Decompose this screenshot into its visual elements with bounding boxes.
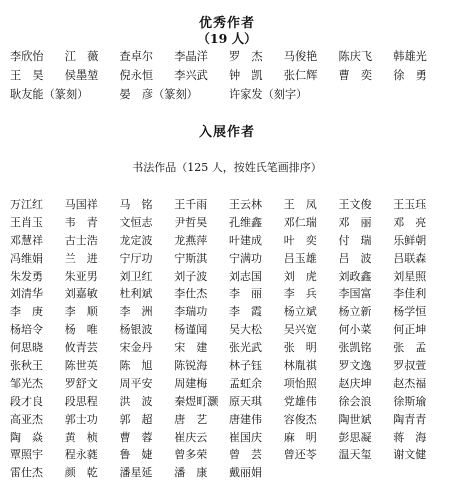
author-name: 张 明 bbox=[283, 341, 317, 355]
author-name: 邓慧祥 bbox=[10, 233, 43, 247]
author-name: 曾 芸 bbox=[229, 448, 262, 462]
author-name: 党雄伟 bbox=[283, 394, 317, 408]
author-name: 查卓尔 bbox=[119, 50, 154, 63]
author-name: 王 昊 bbox=[10, 69, 44, 83]
author-name: 何小菜 bbox=[338, 323, 372, 337]
author-name: 刘子波 bbox=[174, 269, 208, 283]
exhibition-name-grid bbox=[10, 196, 448, 482]
exhibition-row bbox=[10, 375, 448, 393]
author-name: 陈庆飞 bbox=[338, 50, 373, 63]
author-name: 何正坤 bbox=[393, 323, 427, 337]
author-name: 李欣怡 bbox=[10, 50, 44, 63]
author-name: 文恒志 bbox=[119, 215, 153, 229]
author-name: 吴兴宽 bbox=[283, 323, 317, 337]
author-name bbox=[393, 464, 448, 482]
author-name: 崔庆云 bbox=[174, 430, 208, 444]
author-name: 曾还苓 bbox=[283, 448, 317, 462]
outstanding-row bbox=[10, 66, 448, 85]
author-name: 邓 丽 bbox=[338, 215, 372, 229]
author-name: 李 兵 bbox=[283, 287, 317, 301]
author-name: 徐会浪 bbox=[338, 394, 372, 408]
author-name bbox=[65, 85, 120, 104]
exhibition-row bbox=[10, 303, 448, 321]
author-name: 乐鲜朝 bbox=[393, 233, 427, 247]
author-name: 赵杰福 bbox=[393, 376, 427, 390]
author-name: 徐斯瑜 bbox=[393, 394, 427, 408]
author-name: 徐 勇 bbox=[393, 69, 427, 83]
author-name: 唐建伟 bbox=[229, 412, 262, 426]
author-name: 吴大松 bbox=[229, 323, 262, 337]
author-name: 李 庚 bbox=[10, 305, 43, 319]
author-name bbox=[339, 85, 394, 104]
author-name: 陈 旭 bbox=[119, 359, 153, 373]
author-name: 周平安 bbox=[119, 376, 153, 390]
exhibition-row bbox=[10, 446, 448, 464]
author-name: 晏 彦（篆刻） bbox=[119, 88, 198, 102]
author-name: 林子钰 bbox=[229, 359, 262, 373]
author-name: 宁满功 bbox=[229, 251, 262, 265]
author-name: 韦 青 bbox=[64, 215, 98, 229]
author-name: 王 凤 bbox=[283, 198, 317, 211]
author-name: 杨谨闻 bbox=[174, 323, 208, 337]
author-name: 陶 焱 bbox=[10, 430, 43, 444]
author-name: 洪 波 bbox=[119, 394, 153, 408]
exhibition-row bbox=[10, 339, 448, 357]
author-name: 李瑞功 bbox=[174, 305, 208, 319]
author-name: 吕联森 bbox=[393, 251, 427, 265]
author-name: 李 洲 bbox=[119, 305, 153, 319]
author-name: 谢文健 bbox=[393, 448, 427, 462]
author-name: 吕 波 bbox=[338, 251, 372, 265]
author-name: 麻 明 bbox=[283, 430, 317, 444]
author-name: 项怡照 bbox=[283, 376, 317, 390]
author-name: 郭士功 bbox=[64, 412, 98, 426]
exhibition-row bbox=[10, 411, 448, 429]
author-name: 许家发（刻字） bbox=[229, 88, 308, 102]
author-name: 彭思凝 bbox=[338, 430, 372, 444]
author-name: 朱发勇 bbox=[10, 269, 43, 283]
author-name: 陈锐海 bbox=[174, 359, 208, 373]
exhibition-row bbox=[10, 250, 448, 268]
author-name: 王千雨 bbox=[174, 198, 208, 211]
author-name: 邹光杰 bbox=[10, 376, 43, 390]
author-name: 唐 艺 bbox=[174, 412, 208, 426]
author-name: 尹哲昊 bbox=[174, 215, 208, 229]
author-name: 侯墨堃 bbox=[64, 69, 99, 83]
author-name: 何思晓 bbox=[10, 341, 43, 355]
author-name: 高亚杰 bbox=[10, 412, 43, 426]
author-name: 罗舒文 bbox=[64, 376, 98, 390]
author-name: 程永蕤 bbox=[64, 448, 98, 462]
author-name: 罗文逸 bbox=[338, 359, 372, 373]
author-name: 李晶洋 bbox=[174, 50, 208, 63]
author-name: 崔国庆 bbox=[229, 430, 262, 444]
author-name: 潘星延 bbox=[119, 466, 153, 480]
exhibition-row bbox=[10, 196, 448, 214]
exhibition-row bbox=[10, 232, 448, 250]
author-name bbox=[284, 85, 339, 104]
author-name: 王文俊 bbox=[338, 198, 372, 211]
exhibition-row bbox=[10, 214, 448, 232]
author-name: 张秋王 bbox=[10, 359, 43, 373]
author-name: 杨 唯 bbox=[64, 323, 98, 337]
author-name: 龙燕萍 bbox=[174, 233, 208, 247]
author-name: 耿友能（篆刻） bbox=[10, 88, 89, 102]
author-name: 赵庆坤 bbox=[338, 376, 372, 390]
author-name: 刘嘉敏 bbox=[64, 287, 98, 301]
author-name: 郭 超 bbox=[119, 412, 153, 426]
author-name: 原天琪 bbox=[229, 394, 262, 408]
author-name: 邓仁瑞 bbox=[283, 215, 317, 229]
author-name: 刘志国 bbox=[229, 269, 262, 283]
author-name: 古士浩 bbox=[64, 233, 98, 247]
author-name: 杨培令 bbox=[10, 323, 43, 337]
exhibition-row bbox=[10, 393, 448, 411]
author-name: 容俊杰 bbox=[283, 412, 317, 426]
author-name: 宁厅功 bbox=[119, 251, 153, 265]
author-name: 杨立新 bbox=[338, 305, 372, 319]
exhibition-row bbox=[10, 429, 448, 447]
author-name: 曾多荣 bbox=[174, 448, 208, 462]
author-name: 温天玺 bbox=[338, 448, 372, 462]
author-name: 兰 进 bbox=[64, 251, 98, 265]
author-name: 韩雄光 bbox=[393, 50, 427, 63]
author-name: 雷仕杰 bbox=[10, 466, 43, 480]
author-name: 颜 乾 bbox=[64, 466, 98, 480]
author-name: 江 薇 bbox=[64, 50, 99, 63]
author-name bbox=[393, 85, 448, 104]
author-name: 鲁 婕 bbox=[119, 448, 153, 462]
author-name: 段思程 bbox=[64, 394, 98, 408]
author-name: 戴丽娟 bbox=[229, 466, 262, 480]
exhibition-row bbox=[10, 268, 448, 286]
author-name: 李佳利 bbox=[393, 287, 427, 301]
author-name: 张光武 bbox=[229, 341, 262, 355]
outstanding-name-grid bbox=[10, 47, 448, 105]
author-name: 邓 亮 bbox=[393, 215, 427, 229]
author-name: 曹 蓉 bbox=[119, 430, 153, 444]
author-name: 杨学恒 bbox=[393, 305, 427, 319]
author-name: 刘卫红 bbox=[119, 269, 153, 283]
author-name: 黄 桢 bbox=[64, 430, 98, 444]
author-name: 龙定波 bbox=[119, 233, 153, 247]
author-name: 朱亚男 bbox=[64, 269, 98, 283]
author-name: 刘 虎 bbox=[283, 269, 317, 283]
exhibition-row bbox=[10, 357, 448, 375]
outstanding-title: 优秀作者 bbox=[198, 16, 255, 31]
author-name: 冯维娟 bbox=[10, 251, 43, 265]
author-name: 吕玉雄 bbox=[283, 251, 317, 265]
author-name: 付 瑞 bbox=[338, 233, 372, 247]
author-name: 张 孟 bbox=[393, 341, 427, 355]
author-name: 宋金丹 bbox=[119, 341, 153, 355]
author-name: 王肖玉 bbox=[10, 215, 43, 229]
author-name: 杨银波 bbox=[119, 323, 153, 337]
author-name: 张仁辉 bbox=[283, 69, 318, 83]
exhibition-row bbox=[10, 464, 448, 482]
exhibition-row bbox=[10, 285, 448, 303]
author-name: 林胤祺 bbox=[283, 359, 317, 373]
author-name: 刘星照 bbox=[393, 269, 427, 283]
author-name: 马国祥 bbox=[64, 198, 98, 211]
author-name: 杨立斌 bbox=[283, 305, 317, 319]
author-name: 宋 建 bbox=[174, 341, 208, 355]
author-name: 王玉珏 bbox=[393, 198, 427, 211]
author-name bbox=[339, 464, 394, 482]
author-name: 马 铭 bbox=[119, 198, 153, 211]
author-name: 宁斯淇 bbox=[174, 251, 208, 265]
exhibition-subtitle: 书法作品（125 人，按姓氏笔画排序） bbox=[132, 161, 322, 174]
author-name: 钟 凯 bbox=[229, 69, 263, 83]
author-name: 李 丽 bbox=[229, 287, 262, 301]
author-name: 王云林 bbox=[229, 198, 262, 211]
author-name: 倪永恒 bbox=[119, 69, 154, 83]
exhibition-title: 入展作者 bbox=[198, 125, 255, 140]
author-name: 陶世斌 bbox=[338, 412, 372, 426]
author-name: 李 顺 bbox=[64, 305, 98, 319]
author-name: 杜利斌 bbox=[119, 287, 153, 301]
outstanding-row bbox=[10, 85, 448, 104]
author-name: 段才良 bbox=[10, 394, 43, 408]
outstanding-row bbox=[10, 47, 448, 66]
author-name bbox=[284, 464, 339, 482]
author-name: 秦煜町灏 bbox=[174, 394, 219, 408]
author-name: 陈世英 bbox=[64, 359, 98, 373]
author-name bbox=[174, 85, 229, 104]
author-name: 覃照宇 bbox=[10, 448, 43, 462]
author-name: 蒋 海 bbox=[393, 430, 427, 444]
author-name: 罗 杰 bbox=[229, 50, 263, 63]
author-name: 李仕杰 bbox=[174, 287, 208, 301]
author-name: 李国富 bbox=[338, 287, 372, 301]
author-name: 潘 康 bbox=[174, 466, 208, 480]
author-name: 攸青芸 bbox=[64, 341, 98, 355]
author-name: 李兴武 bbox=[174, 69, 208, 83]
author-name: 周建梅 bbox=[174, 376, 208, 390]
exhibition-row bbox=[10, 321, 448, 339]
author-name: 罗叔萱 bbox=[393, 359, 427, 373]
author-name: 刘清华 bbox=[10, 287, 43, 301]
author-name: 刘政鑫 bbox=[338, 269, 372, 283]
author-name: 曹 奕 bbox=[338, 69, 373, 83]
author-name: 叶 奕 bbox=[283, 233, 317, 247]
outstanding-count: （19 人） bbox=[197, 31, 257, 46]
author-name: 马俊艳 bbox=[283, 50, 318, 63]
author-name: 叶建成 bbox=[229, 233, 262, 247]
author-name: 孟虹余 bbox=[229, 376, 262, 390]
author-name: 张凯铭 bbox=[338, 341, 372, 355]
author-name: 万江红 bbox=[10, 198, 43, 211]
author-name: 李 霞 bbox=[229, 305, 262, 319]
author-name: 孔维鑫 bbox=[229, 215, 262, 229]
author-name: 陶青青 bbox=[393, 412, 427, 426]
